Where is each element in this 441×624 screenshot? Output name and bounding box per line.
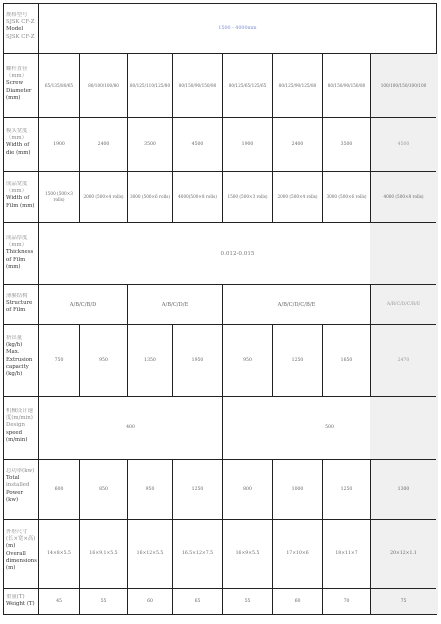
row-label-speed: 机械设计速 度(m/min) Design speed (m/min) <box>6 408 33 443</box>
thickness-value: 0.012-0.015 <box>220 250 255 257</box>
screw-cell: 80/125/65/125/65 <box>228 82 267 88</box>
capacity-cell: 1650 <box>340 357 353 363</box>
speed-cell: 500 <box>325 425 334 430</box>
dimensions-cell: 18×11×7 <box>335 551 358 556</box>
spec-table <box>3 3 437 615</box>
power-cell: 800 <box>243 486 252 492</box>
row-label-power: 总功率(kw) Total installed Power (kw) <box>6 468 35 503</box>
weight-cell: 70 <box>343 598 350 604</box>
die-width-cell: 3500 <box>144 141 156 147</box>
weight-cell: 55 <box>100 598 107 604</box>
power-cell: 1300 <box>397 486 410 492</box>
weight-cell: 60 <box>294 598 301 604</box>
weight-cell: 60 <box>147 598 153 604</box>
dimensions-cell: 14×8×5.5 <box>47 551 71 556</box>
screw-cell: 80/150/90/150/80 <box>327 82 366 88</box>
film-width-cell: 3000 (500×6 rolls) <box>326 194 367 199</box>
screw-cell: 80/125/110/125/80 <box>129 82 171 88</box>
dimensions-cell: 16.5×12×7.5 <box>181 551 214 556</box>
screw-cell: 80/150/90/150/80 <box>178 82 217 88</box>
power-cell: 1000 <box>291 486 304 492</box>
structure-cell: A/B/C/D/E <box>161 301 189 308</box>
dimensions-cell: 20×12×1.1 <box>390 551 417 556</box>
structure-cell: A/B/C/D/C/B/E <box>386 301 421 307</box>
weight-cell: 45 <box>56 598 62 604</box>
row-label-dimensions: 外形尺寸 (长×宽×高) (m) Overall dimensions (m) <box>6 529 37 572</box>
model-value: 1500 - 4000mm <box>218 25 257 31</box>
film-width-cell: 4000(500×8 rolls) <box>178 194 217 199</box>
speed-cell: 400 <box>126 425 135 430</box>
weight-cell: 55 <box>244 598 251 604</box>
row-label-screw: 螺杆直径 （mm） Screw Diameter (mm) <box>6 66 32 101</box>
screw-cell: 80/100/100/80 <box>88 82 119 88</box>
power-cell: 600 <box>54 486 64 492</box>
die-width-cell: 1900 <box>241 141 254 147</box>
structure-cell: A/B/C/B/D <box>69 301 97 308</box>
capacity-cell: 950 <box>99 357 108 363</box>
row-label-capacity: 挤出量 (kg/h) Max. Extrusion capacity (kg/h) <box>6 335 33 378</box>
dimensions-cell: 17×10×6 <box>286 551 309 556</box>
capacity-cell: 750 <box>54 357 64 363</box>
dimensions-cell: 16×12×5.5 <box>136 551 164 556</box>
capacity-cell: 1250 <box>291 357 304 363</box>
die-width-cell: 4500 <box>397 141 410 147</box>
dimensions-cell: 16×9.1×5.5 <box>89 551 118 556</box>
die-width-cell: 1900 <box>53 141 65 147</box>
row-label-weight: 重量(T) Weight (T) <box>6 594 35 608</box>
die-width-cell: 2400 <box>291 141 304 147</box>
weight-cell: 65 <box>194 598 201 604</box>
power-cell: 1250 <box>191 486 204 492</box>
film-width-cell: 3000 (500×6 rolls) <box>129 194 171 199</box>
die-width-cell: 3500 <box>340 141 353 147</box>
dimensions-cell: 16×9×5.5 <box>235 551 260 556</box>
capacity-cell: 1950 <box>191 357 204 363</box>
row-label-film-width: 成品宽度 （mm） Width of Film (mm) <box>6 181 35 209</box>
screw-cell: 80/125/90/125/80 <box>278 82 317 88</box>
structure-cell: A/B/C/D/C/B/E <box>277 301 316 308</box>
power-cell: 1250 <box>340 486 353 492</box>
film-width-cell: 2000 (500×4 rolls) <box>277 194 318 199</box>
capacity-cell: 1350 <box>144 357 156 363</box>
die-width-cell: 2400 <box>97 141 110 147</box>
film-width-cell: 1500 (500×3 rolls) <box>45 191 73 202</box>
film-width-cell: 2000 (500×4 rolls) <box>83 194 124 199</box>
film-width-cell: 4000 (500×8 rolls) <box>383 194 424 199</box>
power-cell: 950 <box>145 486 155 492</box>
film-width-cell: 1500 (500×3 rolls) <box>227 194 268 199</box>
row-label-model: 规格型号 SJSK CF-Z Model SJSK CF-Z <box>6 12 35 40</box>
row-label-thickness: 成品厚度 （mm） Thickness of Film (mm) <box>6 235 34 270</box>
capacity-cell: 950 <box>243 357 252 363</box>
capacity-cell: 2470 <box>397 357 410 363</box>
screw-cell: 100/100/150/100/100 <box>380 82 427 88</box>
row-label-die-width: 模头宽度 （mm） Width of die (mm) <box>6 128 31 156</box>
power-cell: 850 <box>99 486 108 492</box>
row-label-structure: 薄膜结构 Structure of Film <box>6 293 33 314</box>
screw-cell: 65/135/80/65 <box>44 82 74 88</box>
weight-cell: 75 <box>400 598 407 604</box>
die-width-cell: 4500 <box>191 141 204 147</box>
